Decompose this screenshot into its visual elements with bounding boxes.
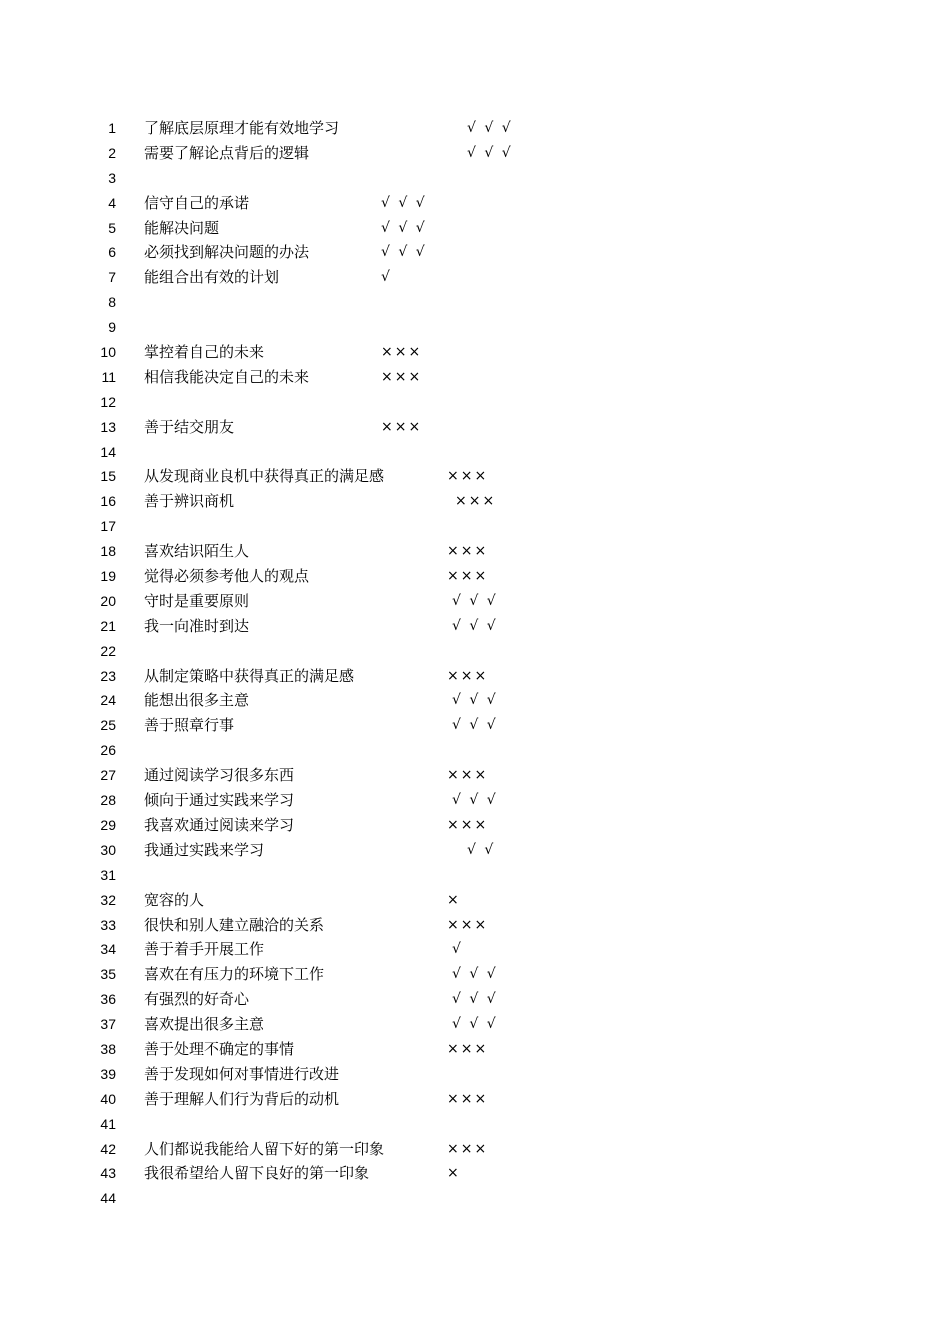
list-row (0, 1161, 950, 1186)
statement-text: 善于理解人们行为背后的动机 (144, 1089, 340, 1108)
rating-mark: × (447, 891, 461, 908)
row-number: 26 (100, 742, 116, 759)
list-row (0, 415, 950, 440)
statement-text: 我一向准时到达 (144, 616, 250, 635)
list-row (0, 863, 950, 888)
row-number: 3 (108, 169, 116, 186)
rating-mark: ××× (447, 1040, 489, 1057)
statement-text: 了解底层原理才能有效地学习 (144, 119, 340, 137)
rating-mark: √ √ √ (381, 194, 427, 211)
row-number: 12 (100, 393, 116, 410)
statement-text: 能解决问题 (144, 218, 220, 237)
statement-text: 必须找到解决问题的办法 (144, 243, 310, 262)
rating-mark: ××× (447, 916, 489, 933)
row-number: 2 (108, 144, 116, 161)
row-number: 27 (100, 767, 116, 784)
rating-mark: √ √ √ (467, 120, 513, 136)
rating-mark: √ √ √ (452, 792, 498, 809)
list-row (0, 813, 950, 838)
list-row (0, 1062, 950, 1087)
rating-mark: ××× (447, 1140, 489, 1157)
rating-mark: √ √ √ (452, 592, 498, 609)
row-number: 29 (100, 816, 116, 833)
statement-text: 我通过实践来学习 (144, 840, 265, 859)
row-number: 7 (108, 269, 116, 286)
rating-mark: √ (452, 941, 463, 958)
rating-mark: √ √ (467, 841, 496, 858)
list-row (0, 166, 950, 191)
list-row (0, 589, 950, 614)
statement-text: 善于结交朋友 (144, 417, 235, 436)
list-row (0, 639, 950, 664)
rating-mark: ××× (381, 344, 423, 361)
rating-mark: ××× (447, 468, 489, 485)
statement-text: 我喜欢通过阅读来学习 (144, 815, 295, 834)
row-number: 28 (100, 792, 116, 809)
list-row (0, 216, 950, 241)
row-number: 31 (100, 866, 116, 883)
list-row (0, 390, 950, 415)
statement-text: 善于发现如何对事情进行改进 (144, 1064, 340, 1083)
row-number: 37 (100, 1016, 116, 1033)
statement-text: 通过阅读学习很多东西 (144, 766, 295, 785)
row-number: 16 (100, 493, 116, 510)
rating-mark: √ √ √ (452, 617, 498, 634)
row-number: 44 (100, 1190, 116, 1207)
rating-mark: √ √ √ (452, 692, 498, 709)
list-row (0, 763, 950, 788)
row-number: 42 (100, 1140, 116, 1157)
statement-text: 能想出很多主意 (144, 691, 250, 710)
statement-text: 人们都说我能给人留下好的第一印象 (144, 1139, 385, 1158)
list-row (0, 962, 950, 987)
row-number: 17 (100, 518, 116, 535)
statement-text: 需要了解论点背后的逻辑 (144, 143, 310, 162)
statement-text: 掌控着自己的未来 (144, 343, 265, 362)
list-row (0, 539, 950, 564)
list-row (0, 315, 950, 340)
row-number: 24 (100, 692, 116, 709)
list-row (0, 514, 950, 539)
statement-text: 相信我能决定自己的未来 (144, 367, 310, 386)
statement-text: 善于照章行事 (144, 716, 235, 735)
row-number: 35 (100, 966, 116, 983)
row-number: 36 (100, 991, 116, 1008)
list-row (0, 1012, 950, 1037)
row-number: 14 (100, 443, 116, 460)
rating-mark: ××× (447, 667, 489, 684)
row-number: 10 (100, 344, 116, 361)
list-row (0, 838, 950, 863)
row-number: 23 (100, 667, 116, 684)
row-number: 33 (100, 916, 116, 933)
rating-mark: ××× (447, 816, 489, 833)
rating-mark: ××× (447, 1090, 489, 1107)
rating-mark: √ √ √ (452, 1016, 498, 1033)
row-number: 6 (108, 244, 116, 261)
statement-text: 觉得必须参考他人的观点 (144, 567, 310, 586)
row-number: 9 (108, 319, 116, 336)
list-row (0, 713, 950, 738)
list-row (0, 440, 950, 465)
rating-mark: ××× (381, 418, 423, 435)
list-row (0, 1112, 950, 1137)
statement-text: 有强烈的好奇心 (144, 990, 250, 1009)
statement-text: 宽容的人 (144, 890, 205, 909)
row-number: 13 (100, 418, 116, 435)
row-number: 40 (100, 1090, 116, 1107)
rating-mark: √ (381, 269, 392, 286)
list-row (0, 888, 950, 913)
rating-mark: ××× (381, 368, 423, 385)
list-row (0, 290, 950, 315)
statement-text: 喜欢在有压力的环境下工作 (144, 965, 325, 984)
list-row (0, 365, 950, 390)
checklist-sheet (0, 116, 950, 1211)
list-row (0, 464, 950, 489)
list-row (0, 738, 950, 763)
statement-text: 倾向于通过实践来学习 (144, 791, 295, 810)
row-number: 22 (100, 642, 116, 659)
row-number: 41 (100, 1115, 116, 1132)
row-number: 43 (100, 1165, 116, 1182)
rating-mark: √ √ √ (381, 219, 427, 236)
statement-text: 从制定策略中获得真正的满足感 (144, 666, 355, 685)
row-number: 19 (100, 568, 116, 585)
list-row (0, 1137, 950, 1162)
row-number: 30 (100, 841, 116, 858)
statement-text: 善于着手开展工作 (144, 940, 265, 959)
statement-text: 善于辨识商机 (144, 492, 235, 511)
statement-text: 喜欢结识陌生人 (144, 542, 250, 561)
statement-text: 我很希望给人留下良好的第一印象 (144, 1164, 370, 1183)
rating-mark: √ √ √ (381, 244, 427, 261)
list-row (0, 664, 950, 689)
rating-mark: √ √ √ (452, 991, 498, 1008)
row-number: 39 (100, 1065, 116, 1082)
row-number: 18 (100, 543, 116, 560)
statement-text: 喜欢提出很多主意 (144, 1015, 265, 1034)
rating-mark: ××× (455, 493, 497, 510)
list-row (0, 240, 950, 265)
list-row (0, 340, 950, 365)
statement-text: 守时是重要原则 (144, 591, 250, 610)
row-number: 15 (100, 468, 116, 485)
row-number: 1 (108, 120, 116, 136)
list-row (0, 688, 950, 713)
list-row (0, 564, 950, 589)
list-row (0, 913, 950, 938)
rating-mark: ××× (447, 543, 489, 560)
row-number: 25 (100, 717, 116, 734)
row-number: 4 (108, 194, 116, 211)
row-number: 20 (100, 592, 116, 609)
rating-mark: × (447, 1165, 461, 1182)
list-row (0, 614, 950, 639)
rating-mark: ××× (447, 568, 489, 585)
row-number: 34 (100, 941, 116, 958)
list-row (0, 987, 950, 1012)
list-row (0, 788, 950, 813)
rating-mark: √ √ √ (452, 966, 498, 983)
row-number: 5 (108, 219, 116, 236)
row-number: 38 (100, 1040, 116, 1057)
statement-text: 善于处理不确定的事情 (144, 1039, 295, 1058)
list-row (0, 937, 950, 962)
row-number: 32 (100, 891, 116, 908)
statement-text: 很快和别人建立融洽的关系 (144, 915, 325, 934)
list-row (0, 1186, 950, 1211)
rating-mark: √ √ √ (467, 144, 513, 161)
list-row (0, 489, 950, 514)
statement-text: 能组合出有效的计划 (144, 268, 280, 287)
rating-mark: √ √ √ (452, 717, 498, 734)
list-row (0, 191, 950, 216)
row-number: 11 (101, 368, 116, 385)
list-row (0, 141, 950, 166)
row-number: 8 (108, 294, 116, 311)
statement-text: 信守自己的承诺 (144, 193, 250, 212)
list-row (0, 116, 950, 141)
list-row (0, 1037, 950, 1062)
list-row (0, 265, 950, 290)
rating-mark: ××× (447, 767, 489, 784)
statement-text: 从发现商业良机中获得真正的满足感 (144, 467, 385, 486)
list-row (0, 1087, 950, 1112)
row-number: 21 (100, 617, 116, 634)
